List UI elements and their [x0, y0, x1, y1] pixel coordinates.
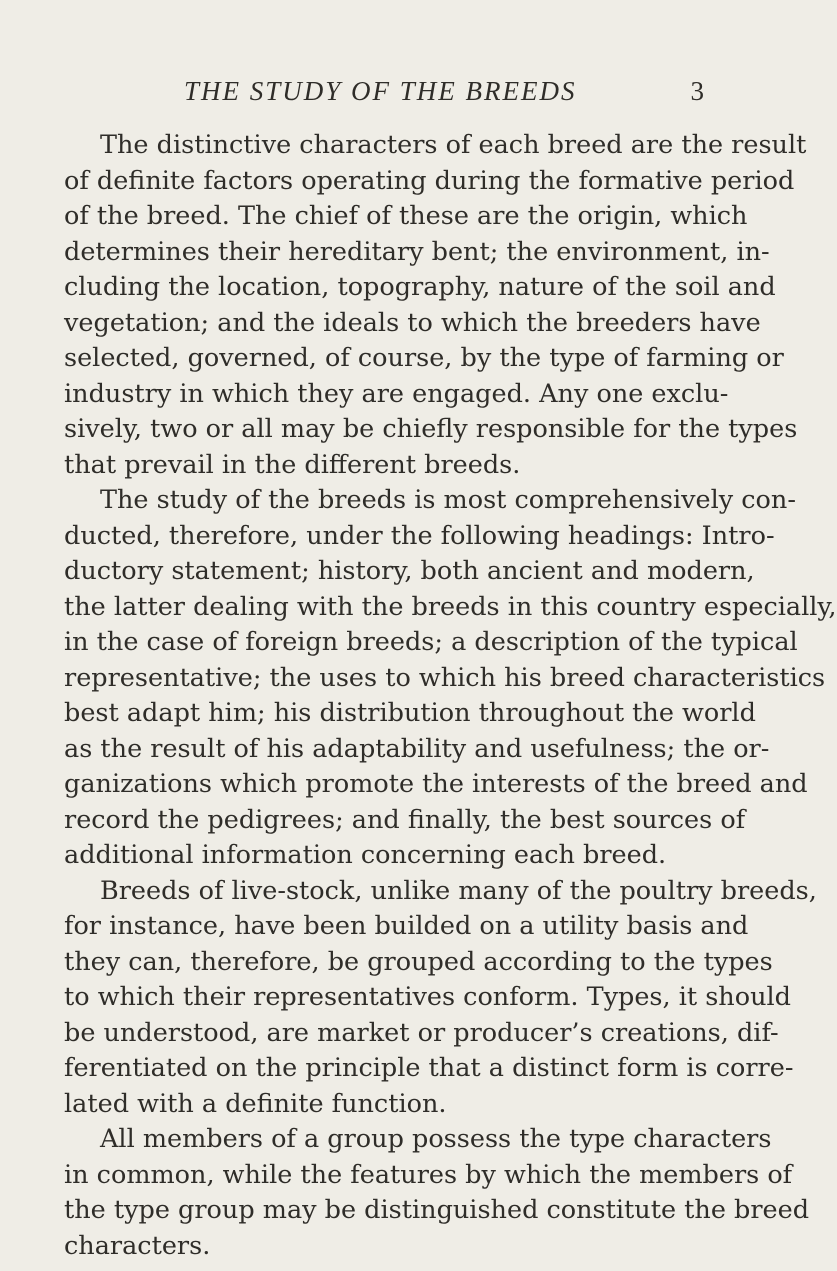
text-line: for instance, have been builded on a utility basis and [64, 911, 749, 941]
body-text [64, 128, 837, 1264]
text-line: in common, while the features by which the members of [64, 1159, 793, 1190]
text-line: vegetation; and the ideals to which the breeders have [64, 307, 761, 338]
text-line: The study of the breeds is most comprehensively con- [100, 485, 796, 515]
paragraph-3 [64, 874, 817, 1123]
text-line: The distinctive characters of each breed are the result [100, 130, 807, 160]
text-line: ductory statement; history, both ancient and modern, [64, 556, 755, 586]
text-line: as the result of his adaptability and usefulness; the or- [64, 733, 770, 764]
text-line: be understood, are market or producer’s creations, dif- [64, 1017, 779, 1048]
text-line: lated with a definite function. [64, 1088, 447, 1119]
text-line: sively, two or all may be chiefly responsible for the types [64, 414, 798, 444]
text-line: to which their representatives conform. Types, it should [64, 982, 791, 1012]
text-line: the latter dealing with the breeds in this country especially, [64, 591, 837, 622]
paragraph-1 [64, 128, 807, 483]
running-title: THE STUDY OF THE BREEDS [184, 76, 577, 106]
text-line: additional information concerning each breed. [64, 840, 667, 870]
page-number: 3 [690, 76, 706, 106]
paragraph-2 [64, 483, 837, 874]
text-line: ganizations which promote the interests of the breed and [64, 769, 808, 799]
text-line: ferentiated on the principle that a distinct form is corre- [64, 1053, 794, 1083]
text-line: cluding the location, topography, nature of the soil and [64, 272, 776, 302]
text-line: of definite factors operating during the formative period [64, 165, 795, 196]
text-line: in the case of foreign breeds; a description of the typical [64, 627, 798, 657]
text-line: record the pedigrees; and finally, the best sources of [64, 804, 746, 835]
text-line: selected, governed, of course, by the type of farming or [64, 343, 784, 373]
running-head [184, 76, 706, 110]
text-line: determines their hereditary bent; the environment, in- [64, 236, 770, 267]
text-line: characters. [64, 1230, 211, 1261]
text-line: they can, therefore, be grouped according to the types [64, 946, 773, 977]
text-line: best adapt him; his distribution throughout the world [64, 698, 756, 728]
text-line: ducted, therefore, under the following headings: Intro- [64, 520, 775, 551]
text-line: of the breed. The chief of these are the origin, which [64, 201, 748, 231]
paragraph-4 [64, 1122, 810, 1264]
text-line: the type group may be distinguished constitute the breed [64, 1195, 810, 1225]
text-line: All members of a group possess the type characters [100, 1124, 772, 1154]
text-line: that prevail in the different breeds. [64, 449, 521, 480]
text-line: Breeds of live-stock, unlike many of the poultry breeds, [100, 875, 817, 906]
text-line: representative; the uses to which his breed characteristics [64, 662, 826, 693]
text-line: industry in which they are engaged. Any one exclu- [64, 378, 729, 409]
